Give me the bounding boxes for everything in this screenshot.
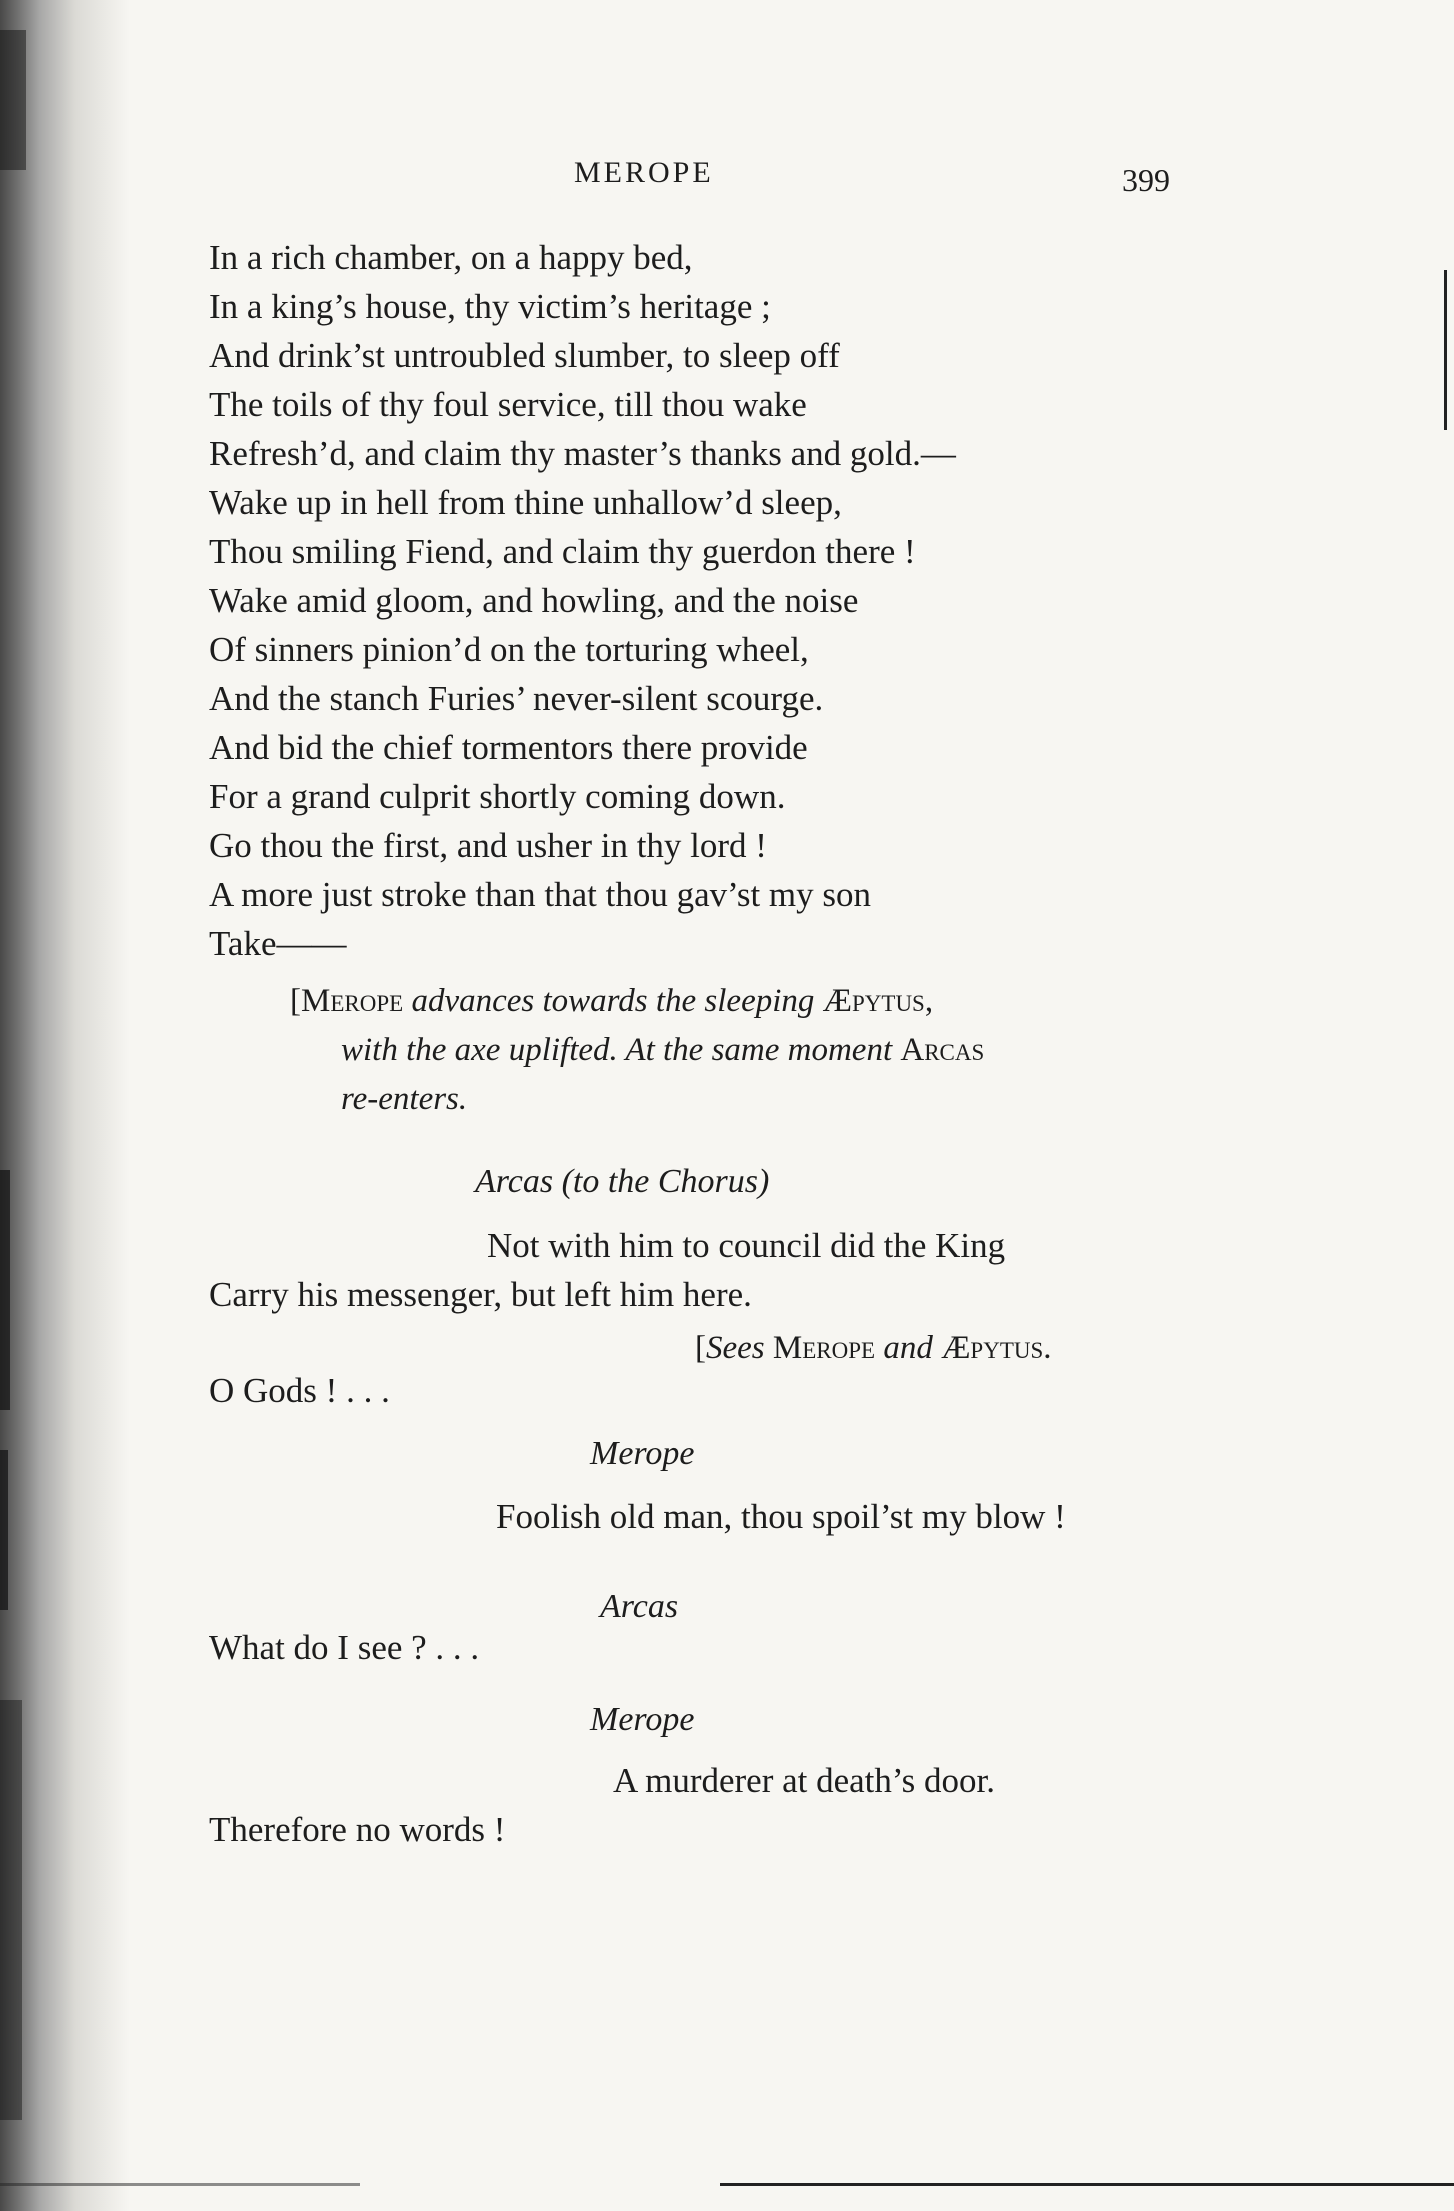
verse-line: Not with him to council did the King	[487, 1226, 1006, 1265]
scan-artifact	[720, 2183, 1454, 2186]
scan-artifact	[0, 2183, 360, 2186]
page-number: 399	[1122, 162, 1170, 198]
scan-artifact	[0, 1450, 8, 1610]
verse-line: Go thou the first, and usher in thy lord !	[209, 826, 767, 865]
verse-line: And drink’st untroubled slumber, to sleep off	[209, 336, 840, 375]
verse-line: Wake amid gloom, and howling, and the noise	[209, 581, 859, 620]
scan-artifact	[1444, 270, 1447, 430]
verse-line: For a grand culprit shortly coming down.	[209, 777, 786, 816]
speaker-label: Arcas (to the Chorus)	[475, 1163, 770, 1200]
stage-direction: [Merope advances towards the sleeping Æpytus,	[290, 983, 934, 1019]
verse-line: Carry his messenger, but left him here.	[209, 1275, 752, 1314]
character-name: Æpytus.	[932, 1330, 1052, 1366]
stage-direction: [Sees Merope and Æpytus.	[695, 1330, 1052, 1366]
speaker-label: Merope	[590, 1435, 695, 1472]
verse-line: A more just stroke than that thou gav’st my son	[209, 875, 872, 914]
stage-direction: re-enters.	[341, 1081, 468, 1117]
character-name: Arcas	[900, 1032, 985, 1068]
scan-artifact	[0, 30, 26, 170]
verse-line: Wake up in hell from thine unhallow’d sleep,	[209, 483, 842, 522]
verse-line: In a king’s house, thy victim’s heritage ;	[209, 287, 771, 326]
verse-line: And bid the chief tormentors there provide	[209, 728, 808, 767]
verse-line: The toils of thy foul service, till thou wake	[209, 385, 807, 424]
verse-line: Of sinners pinion’d on the torturing wheel,	[209, 630, 809, 669]
verse-line: O Gods ! . . .	[209, 1371, 390, 1410]
verse-line: What do I see ? . . .	[209, 1628, 480, 1667]
verse-line: Take——	[209, 924, 347, 963]
scan-artifact	[0, 1170, 10, 1410]
character-name: Æpytus	[822, 983, 925, 1019]
running-title: MEROPE	[574, 156, 714, 189]
speaker-label: Merope	[590, 1701, 695, 1738]
verse-line: And the stanch Furies’ never-silent scourge.	[209, 679, 824, 718]
character-name: Merope	[764, 1330, 876, 1366]
verse-line: Therefore no words !	[209, 1810, 506, 1849]
verse-line: Foolish old man, thou spoil’st my blow !	[496, 1497, 1066, 1536]
verse-line: In a rich chamber, on a happy bed,	[209, 238, 693, 277]
verse-line: A murderer at death’s door.	[613, 1761, 995, 1800]
character-name: Merope	[301, 983, 404, 1019]
stage-direction: with the axe uplifted. At the same moment Arcas	[341, 1032, 985, 1068]
verse-line: Thou smiling Fiend, and claim thy guerdon there !	[209, 532, 916, 571]
speaker-label: Arcas	[600, 1588, 679, 1625]
scan-artifact	[0, 1700, 22, 2120]
verse-line: Refresh’d, and claim thy master’s thanks and gold.—	[209, 434, 956, 473]
